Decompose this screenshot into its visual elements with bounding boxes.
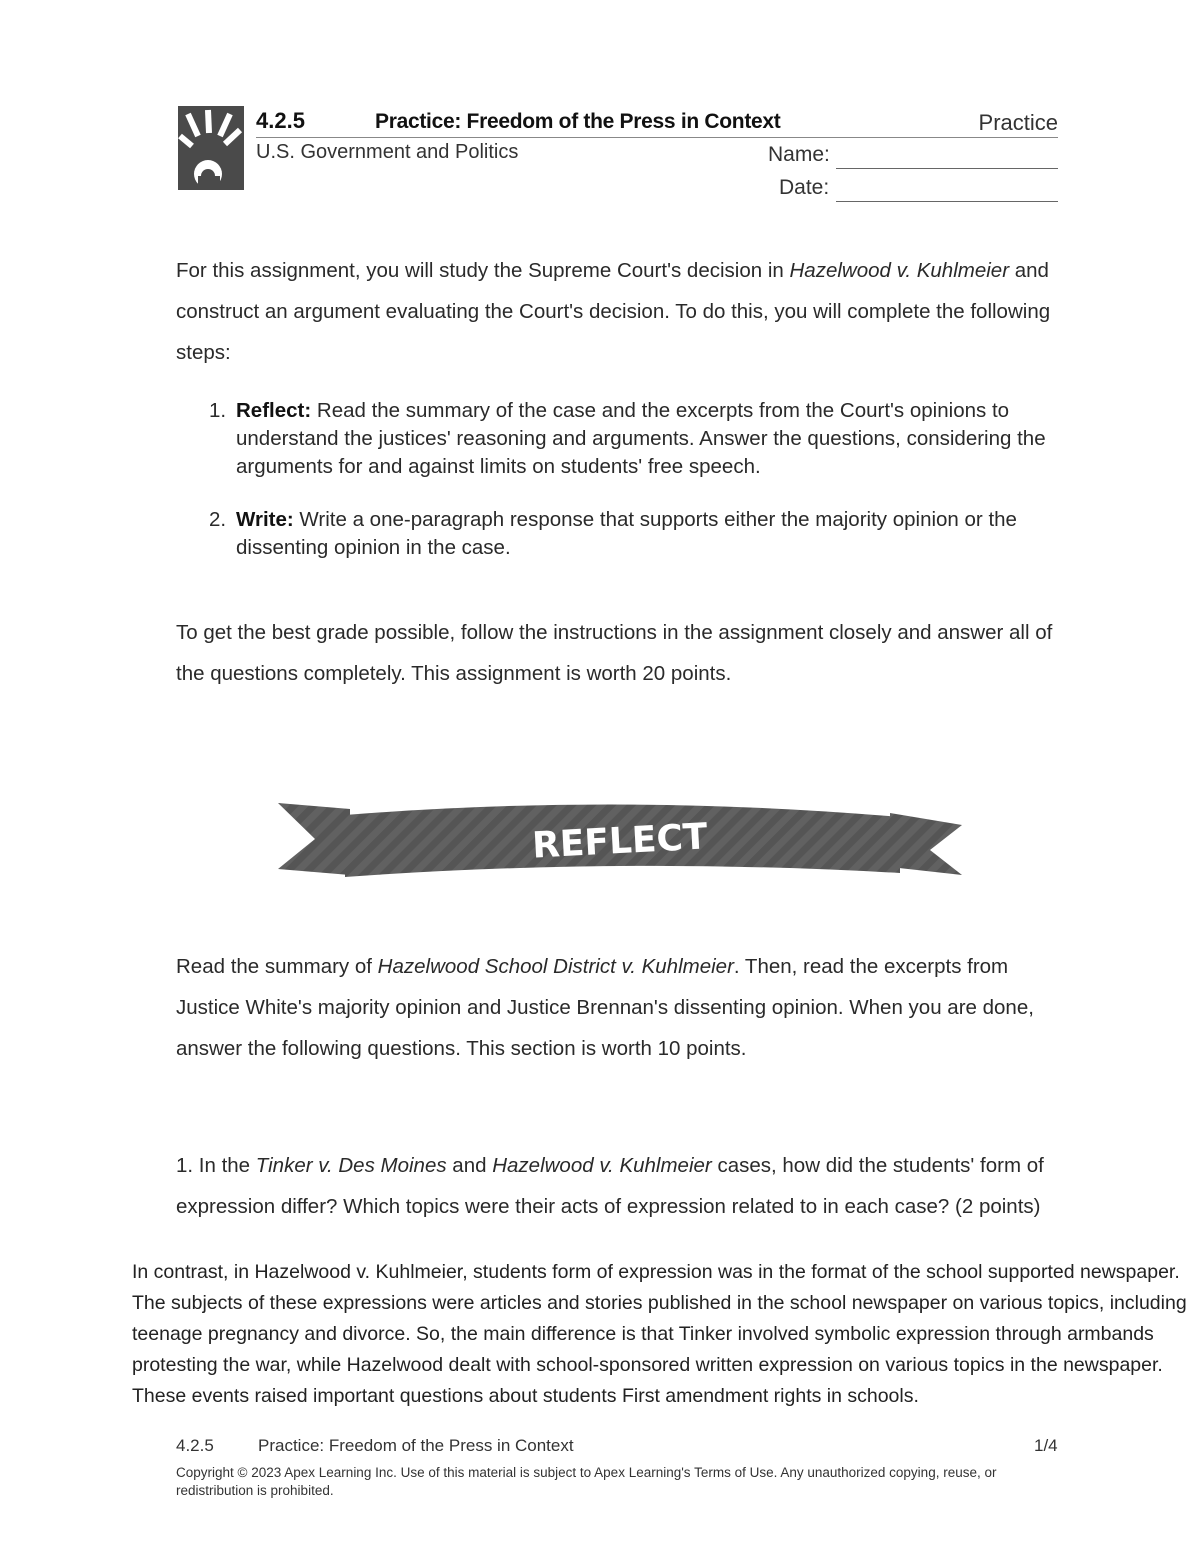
step-text: Read the summary of the case and the excerpts from the Court's opinions to understand the justices' reasoning and arguments. Answer the questions, considering the arguments for and against limits on students' free speech. (236, 399, 1046, 478)
reflect-text-2: . Then, read the excerpts from Justice White's majority opinion and Justice Brennan's dissenting opinion. When you are done, answer the following questions. This section is worth 10 points. (176, 955, 1034, 1060)
step-number: 2. (209, 508, 227, 531)
question-text-2: and (446, 1154, 493, 1177)
name-label: Name: (768, 143, 830, 166)
date-label: Date: (779, 176, 830, 199)
copyright-notice: Copyright © 2023 Apex Learning Inc. Use of this material is subject to Apex Learning's Terms of Use. Any unauthorized copying, reuse, or redistribution is prohibited. (176, 1465, 997, 1498)
intro-paragraph (176, 250, 1056, 373)
question-text-1: 1. In the (176, 1154, 256, 1177)
reflect-text-1: Read the summary of (176, 955, 378, 978)
footer-title: Practice: Freedom of the Press in Context (258, 1436, 574, 1455)
date-field[interactable] (836, 201, 1058, 202)
header-divider (256, 137, 1058, 138)
intro-text-1: For this assignment, you will study the Supreme Court's decision in (176, 259, 790, 282)
question-1 (176, 1145, 1056, 1227)
question-case-1: Tinker v. Des Moines (255, 1154, 447, 1177)
footer-lesson-code: 4.2.5 (176, 1436, 214, 1455)
page-title: Practice: Freedom of the Press in Context (375, 110, 781, 133)
reflect-instructions (176, 946, 1056, 1069)
step-label: Reflect: (236, 399, 312, 422)
name-field[interactable] (836, 168, 1058, 169)
reflect-banner (270, 795, 970, 890)
intro-case-name: Hazelwood v. Kuhlmeier (789, 259, 1010, 282)
lesson-code: 4.2.5 (256, 108, 305, 133)
page-number: 1/4 (1034, 1436, 1058, 1455)
step-item (176, 397, 1056, 481)
answer-1-text[interactable]: In contrast, in Hazelwood v. Kuhlmeier, students form of expression was in the format of the school supported newspaper. The subjects of these expressions were articles and stories published in the school newspaper on various topics, including teenage pregnancy and divorce. So, the main difference is that Tinker involved symbolic expression through armbands protesting the war, while Hazelwood dealt with school-sponsored written expression on various topics in the newspaper. These events raised important questions about students First amendment rights in schools. (132, 1261, 1187, 1407)
reflect-case-name: Hazelwood School District v. Kuhlmeier (377, 955, 734, 978)
step-number: 1. (209, 399, 227, 422)
step-label: Write: (236, 508, 294, 531)
step-text: Write a one-paragraph response that supports either the majority opinion or the dissenting opinion in the case. (236, 508, 1017, 559)
grade-paragraph: To get the best grade possible, follow the instructions in the assignment closely and answer all of the questions completely. This assignment is worth 20 points. (176, 621, 1053, 685)
steps-list (176, 397, 1056, 587)
course-name: U.S. Government and Politics (256, 141, 519, 163)
question-case-2: Hazelwood v. Kuhlmeier (492, 1154, 712, 1177)
step-item (176, 506, 1056, 562)
activity-type-label: Practice (978, 110, 1058, 135)
question-text-3: cases, how did the students' form of expression differ? Which topics were their acts of expression related to in each case? (2 points) (176, 1154, 1044, 1218)
apex-logo (178, 106, 244, 190)
intro-text-2: and construct an argument evaluating the Court's decision. To do this, you will complete the following steps: (176, 259, 1051, 364)
banner-label: REFLECT (531, 816, 709, 867)
